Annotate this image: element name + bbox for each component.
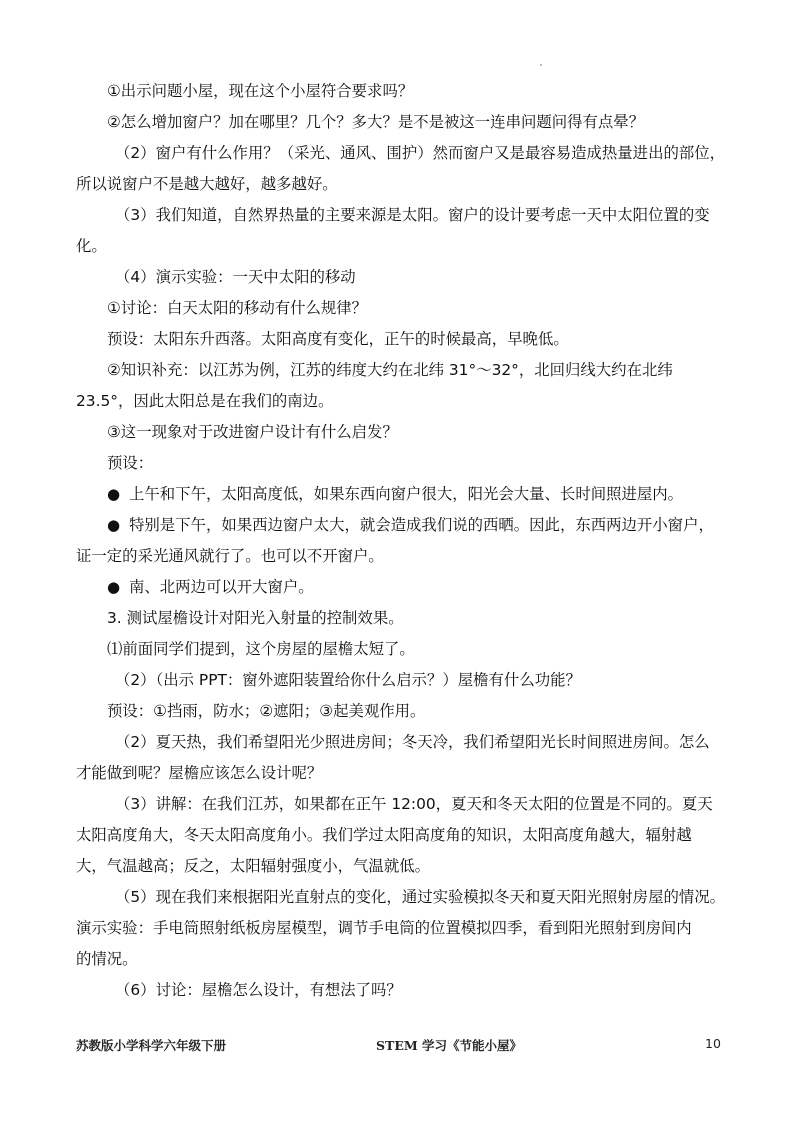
bullet-icon: ● (107, 485, 121, 503)
text-line: ①讨论：白天太阳的移动有什么规律？ (107, 299, 368, 317)
text-line: 演示实验：手电筒照射纸板房屋模型，调节手电筒的位置模拟四季，看到阳光照射到房间内 (76, 919, 692, 937)
text-line: 预设：太阳东升西落。太阳高度有变化，正午的时候最高，早晚低。 (107, 330, 569, 348)
text-line: 所以说窗户不是越大越好，越多越好。 (76, 175, 338, 193)
bullet-text: 上午和下午，太阳高度低，如果东西向窗户很大，阳光会大量、长时间照进屋内。 (129, 485, 684, 503)
text-line: （3）讲解：在我们江苏，如果都在正午 12:00，夏天和冬天太阳的位置是不同的。夏天 (115, 795, 713, 813)
text-line: （6）讨论：屋檐怎么设计，有想法了吗？ (115, 981, 402, 999)
bullet-text: 特别是下午，如果西边窗户太大，就会造成我们说的西晒。因此，东西两边开小窗户， (129, 516, 714, 534)
bullet-item (76, 510, 719, 541)
text-line: （2）窗户有什么作用？（采光、通风、围护）然而窗户又是最容易造成热量进出的部位， (115, 144, 726, 162)
text-line: 3. 测试屋檐设计对阳光入射量的控制效果。 (107, 609, 404, 627)
bullet-icon: ● (107, 578, 121, 596)
text-line: 大，气温越高；反之，太阳辐射强度小，气温就低。 (76, 857, 430, 875)
text-line: 化。 (76, 237, 107, 255)
page-number: 10 (705, 1036, 721, 1051)
text-line: 预设：①挡雨，防水；②遮阳；③起美观作用。 (107, 702, 426, 720)
text-line: ②知识补充：以江苏为例，江苏的纬度大约在北纬 31°～32°，北回归线大约在北纬 (107, 361, 673, 379)
page-footer (0, 1036, 793, 1058)
footer-book-title: 苏教版小学科学六年级下册 (76, 1038, 227, 1053)
text-line: （5）现在我们来根据阳光直射点的变化，通过实验模拟冬天和夏天阳光照射房屋的情况。 (115, 888, 726, 906)
text-line: 的情况。 (76, 950, 138, 968)
decorative-dot (540, 64, 542, 66)
bullet-item (76, 479, 719, 510)
text-line: 预设： (107, 454, 154, 472)
text-line: （4）演示实验：一天中太阳的移动 (115, 268, 356, 286)
bullet-item (76, 572, 719, 603)
text-line: 太阳高度角大，冬天太阳高度角小。我们学过太阳高度角的知识，太阳高度角越大，辐射越 (76, 826, 692, 844)
text-line: 23.5°，因此太阳总是在我们的南边。 (76, 392, 334, 410)
text-line: （3）我们知道，自然界热量的主要来源是太阳。窗户的设计要考虑一天中太阳位置的变 (115, 206, 710, 224)
text-line: ①出示问题小屋，现在这个小屋符合要求吗？ (107, 82, 414, 100)
text-line: 才能做到呢？屋檐应该怎么设计呢？ (76, 764, 323, 782)
bullet-text: 南、北两边可以开大窗户。 (129, 578, 314, 596)
text-line: ②怎么增加窗户？加在哪里？几个？多大？是不是被这一连串问题问得有点晕？ (107, 113, 645, 131)
text-line: （2）（出示 PPT：窗外遮阳装置给你什么启示？）屋檐有什么功能？ (115, 671, 581, 689)
bullet-icon: ● (107, 516, 121, 534)
footer-lesson-title: STEM 学习《节能小屋》 (376, 1038, 523, 1053)
body-text (76, 76, 726, 1006)
text-line: 证一定的采光通风就行了。也可以不开窗户。 (76, 547, 384, 565)
text-line: ③这一现象对于改进窗户设计有什么启发？ (107, 423, 398, 441)
text-line: ⑴前面同学们提到，这个房屋的屋檐太短了。 (107, 640, 415, 658)
text-line: （2）夏天热，我们希望阳光少照进房间；冬天冷，我们希望阳光长时间照进房间。怎么 (115, 733, 710, 751)
